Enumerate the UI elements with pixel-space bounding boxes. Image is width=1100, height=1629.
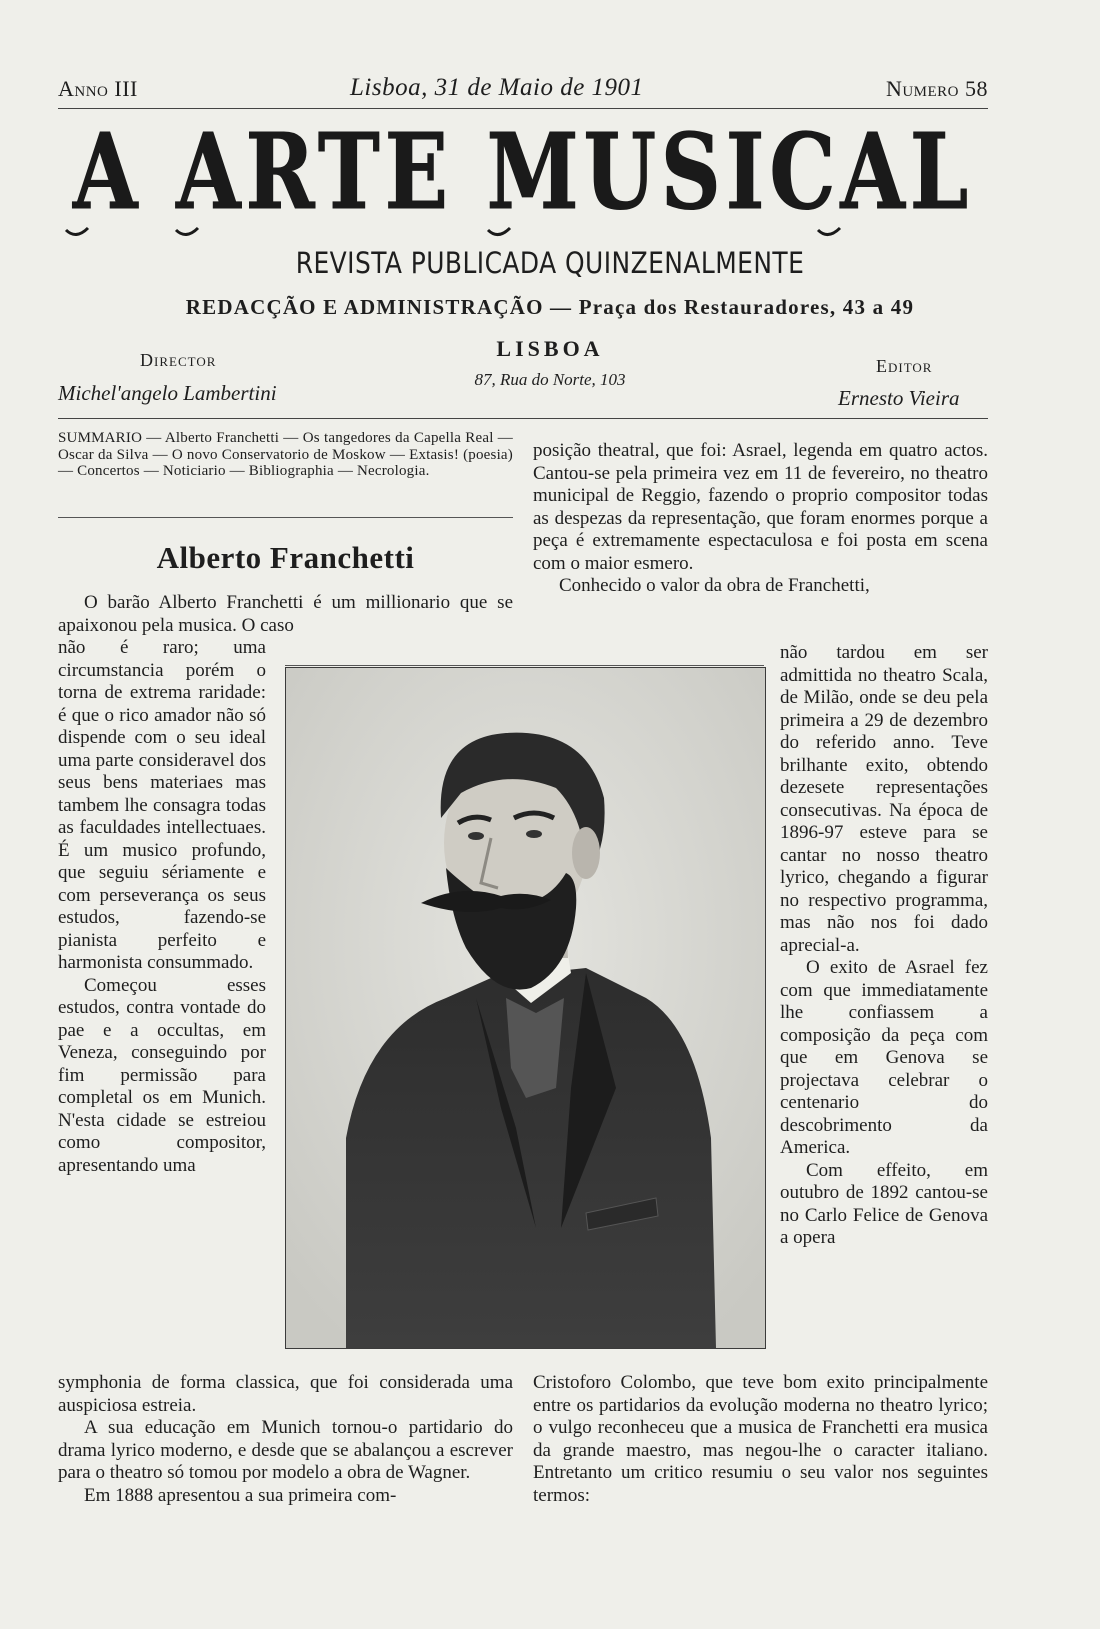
- director-name: Michel'angelo Lambertini: [58, 381, 277, 405]
- paragraph: Começou esses estudos, contra vontade do pae e a occultas, em Veneza, conseguindo por fim permissão para completal os em Munich. N'esta cidade se estreiou como compositor, apresentando uma: [58, 974, 266, 1176]
- right-column-bottom: [533, 1372, 988, 1507]
- city: LISBOA: [496, 336, 604, 361]
- paragraph: Em 1888 apresentou a sua primeira com-: [84, 1484, 397, 1506]
- svg-text:A ARTE MUSICAL: A ARTE MUSICAL: [72, 110, 974, 233]
- left-column-narrow: [58, 637, 266, 1177]
- subtitle: REVISTA PUBLICADA QUINZENALMENTE: [295, 246, 805, 280]
- director-label: Director: [140, 350, 217, 370]
- paragraph: O exito de Asrael fez com que immediatamente lhe confiassem a composição da peça com que em Genova se projectava celebrar o centenario do descobrimento da America.: [780, 957, 988, 1158]
- article-title: Alberto Franchetti: [156, 540, 415, 575]
- paragraph: O barão Alberto Franchetti é um millionario que se apaixonou pela musica. O caso: [58, 592, 513, 636]
- left-column-top: [58, 592, 513, 637]
- paragraph: symphonia de forma classica, que foi considerada uma auspiciosa estreia.: [58, 1372, 513, 1416]
- right-column-narrow: [780, 642, 988, 1250]
- summary-rule: [58, 517, 513, 518]
- paragraph: A sua educação em Munich tornou-o partidario do drama lyrico moderno, e desde que se abalançou a escrever para o theatro só tomou por modelo a obra de Wagner.: [58, 1417, 513, 1483]
- right-column-top: [533, 440, 988, 598]
- portrait-icon: [286, 668, 765, 1348]
- redaccao-line: REDACÇÃO E ADMINISTRAÇÃO — Praça dos Restauradores, 43 a 49: [185, 295, 915, 319]
- issue-year: Anno III: [58, 76, 138, 101]
- address: 87, Rua do Norte, 103: [474, 370, 626, 389]
- editor-name: Ernesto Vieira: [838, 386, 960, 410]
- left-column-bottom: [58, 1372, 513, 1507]
- editor-label: Editor: [876, 356, 933, 376]
- paragraph: Conhecido o valor da obra de Franchetti,: [559, 575, 870, 596]
- summary: SUMMARIO — Alberto Franchetti — Os tangedores da Capella Real — Oscar da Silva — O novo Conservatorio de Moskow — Extasis! (poesia) — Concertos — Noticiario — Bibliographia — Necrologia.: [58, 430, 513, 479]
- paragraph: Com effeito, em outubro de 1892 cantou-se no Carlo Felice de Genova a opera: [780, 1159, 988, 1248]
- dateline: Lisboa, 31 de Maio de 1901: [350, 74, 644, 101]
- paragraph: não tardou em ser admittida no theatro Scala, de Milão, onde se deu pela primeira a 29 de dezembro do referido anno. Teve brilhante exito, obtendo dezesete representações consecutivas. Na época de 1896-97 esteve para se cantar no nosso theatro lyrico, chegando a figurar no respectivo programma, mas não nos foi dado aprecial-a.: [780, 642, 988, 956]
- photo-rule: [285, 665, 764, 666]
- header-bottom-rule: [58, 418, 988, 419]
- issue-number: Numero 58: [885, 76, 988, 101]
- paragraph: não é raro; uma circumstancia porém o torna de extrema raridade: é que o rico amador não só dispende com o seu ideal uma parte consideravel dos seus bens materiaes mas tambem lhe consagra todas as faculdades intellectuaes. É um musico profundo, que seguiu sériamente e com perseverança os seus estudos, fazendo-se pianista perfeito e harmonista consummado.: [58, 637, 266, 973]
- portrait-photo: [285, 667, 766, 1349]
- paragraph: Cristoforo Colombo, que teve bom exito principalmente entre os partidarios da evolução moderna no theatro lyrico; o vulgo reconheceu que a musica de Franchetti era musica da grande maestro, mas negou-lhe o caracter italiano. Entretanto um critico resumiu o seu valor nos seguintes termos:: [533, 1372, 988, 1506]
- paragraph: posição theatral, que foi: Asrael, legenda em quatro actos. Cantou-se pela primeira vez em 11 de fevereiro, no theatro municipal de Reggio, fazendo o proprio compositor todas as despezas da representação, que foram enormes porque a peça é extremamente espectaculosa e foi posta em scena com o maior esmero.: [533, 440, 988, 574]
- masthead-logo: [58, 110, 988, 240]
